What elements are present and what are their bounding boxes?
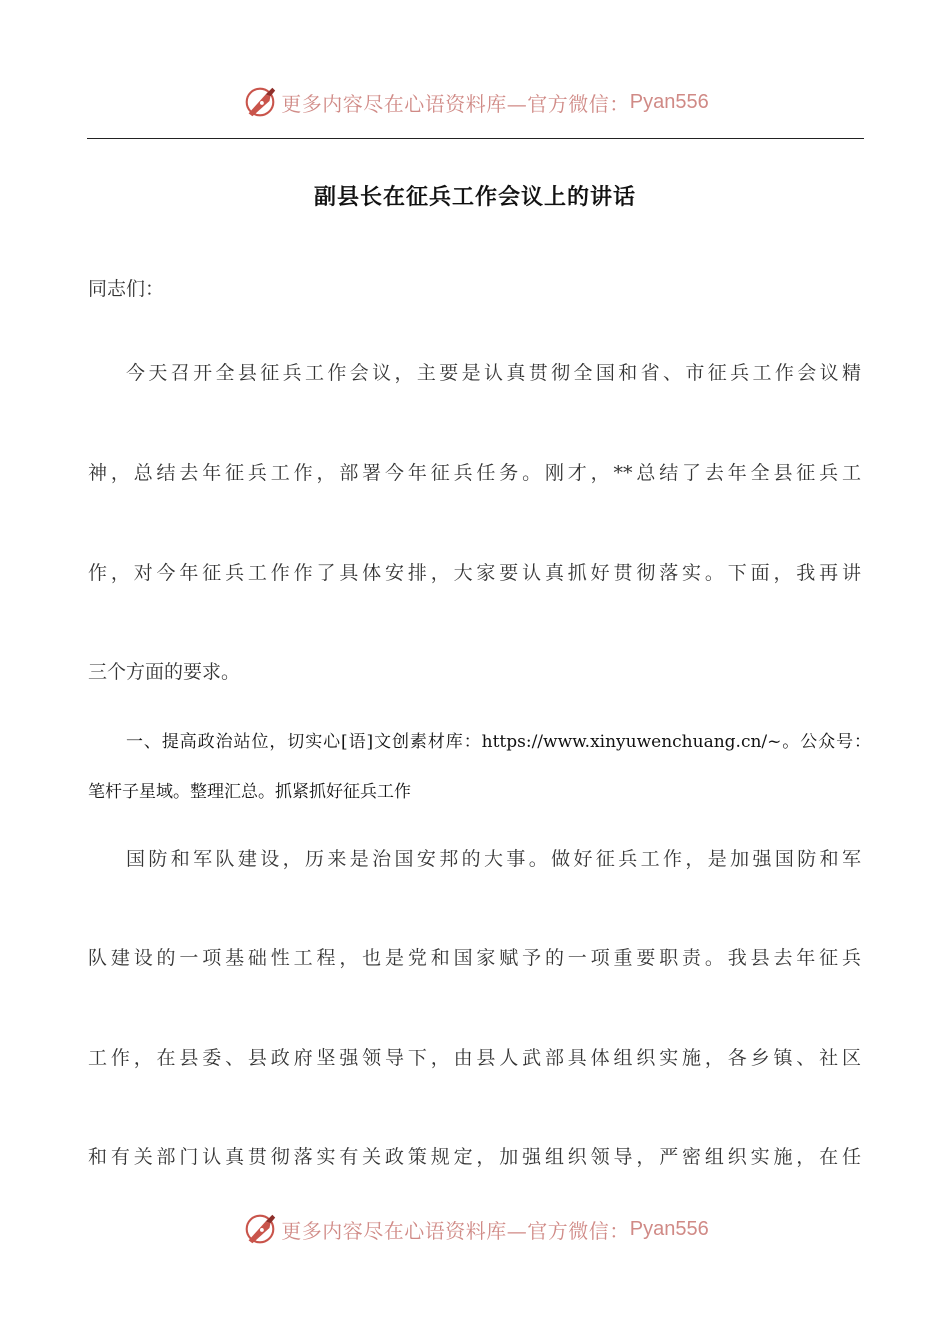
footer-banner-handle: Pyan556 bbox=[629, 1217, 709, 1240]
paragraph-1-line-3: 作，对今年征兵工作作了具体安排，大家要认真抓好贯彻落实。下面，我再讲 bbox=[88, 562, 861, 584]
footer-banner bbox=[0, 1209, 950, 1249]
header-banner-text: 更多内容尽在心语资料库—官方微信： bbox=[281, 91, 630, 116]
header-banner-handle: Pyan556 bbox=[629, 90, 709, 113]
paragraph-1-line-2: 神，总结去年征兵工作，部署今年征兵任务。刚才，**总结了去年全县征兵工 bbox=[88, 462, 861, 484]
section-1-heading-line-1: 一、提高政治站位，切实心[语]文创素材库：https://www.xinyuwenchuang.cn/~。公众号： bbox=[126, 732, 871, 752]
section-1-heading-line-2: 笔杆子星域。整理汇总。抓紧抓好征兵工作 bbox=[88, 782, 411, 802]
paragraph-1-line-4: 三个方面的要求。 bbox=[88, 661, 241, 683]
paragraph-2-line-4: 和有关部门认真贯彻落实有关政策规定，加强组织领导，严密组织实施，在任 bbox=[88, 1146, 861, 1168]
paragraph-1-line-1: 今天召开全县征兵工作会议，主要是认真贯彻全国和省、市征兵工作会议精 bbox=[126, 362, 861, 384]
pen-nib-icon bbox=[241, 1210, 279, 1248]
salutation: 同志们： bbox=[88, 278, 165, 300]
header-divider bbox=[87, 138, 864, 139]
paragraph-2-line-1: 国防和军队建设，历来是治国安邦的大事。做好征兵工作，是加强国防和军 bbox=[126, 848, 861, 870]
paragraph-2-line-2: 队建设的一项基础性工程，也是党和国家赋予的一项重要职责。我县去年征兵 bbox=[88, 947, 861, 969]
header-banner bbox=[0, 82, 950, 122]
pen-nib-icon bbox=[241, 83, 279, 121]
paragraph-2-line-3: 工作，在县委、县政府坚强领导下，由县人武部具体组织实施，各乡镇、社区 bbox=[88, 1047, 861, 1069]
document-title: 副县长在征兵工作会议上的讲话 bbox=[313, 184, 636, 210]
footer-banner-text: 更多内容尽在心语资料库—官方微信： bbox=[281, 1218, 630, 1243]
